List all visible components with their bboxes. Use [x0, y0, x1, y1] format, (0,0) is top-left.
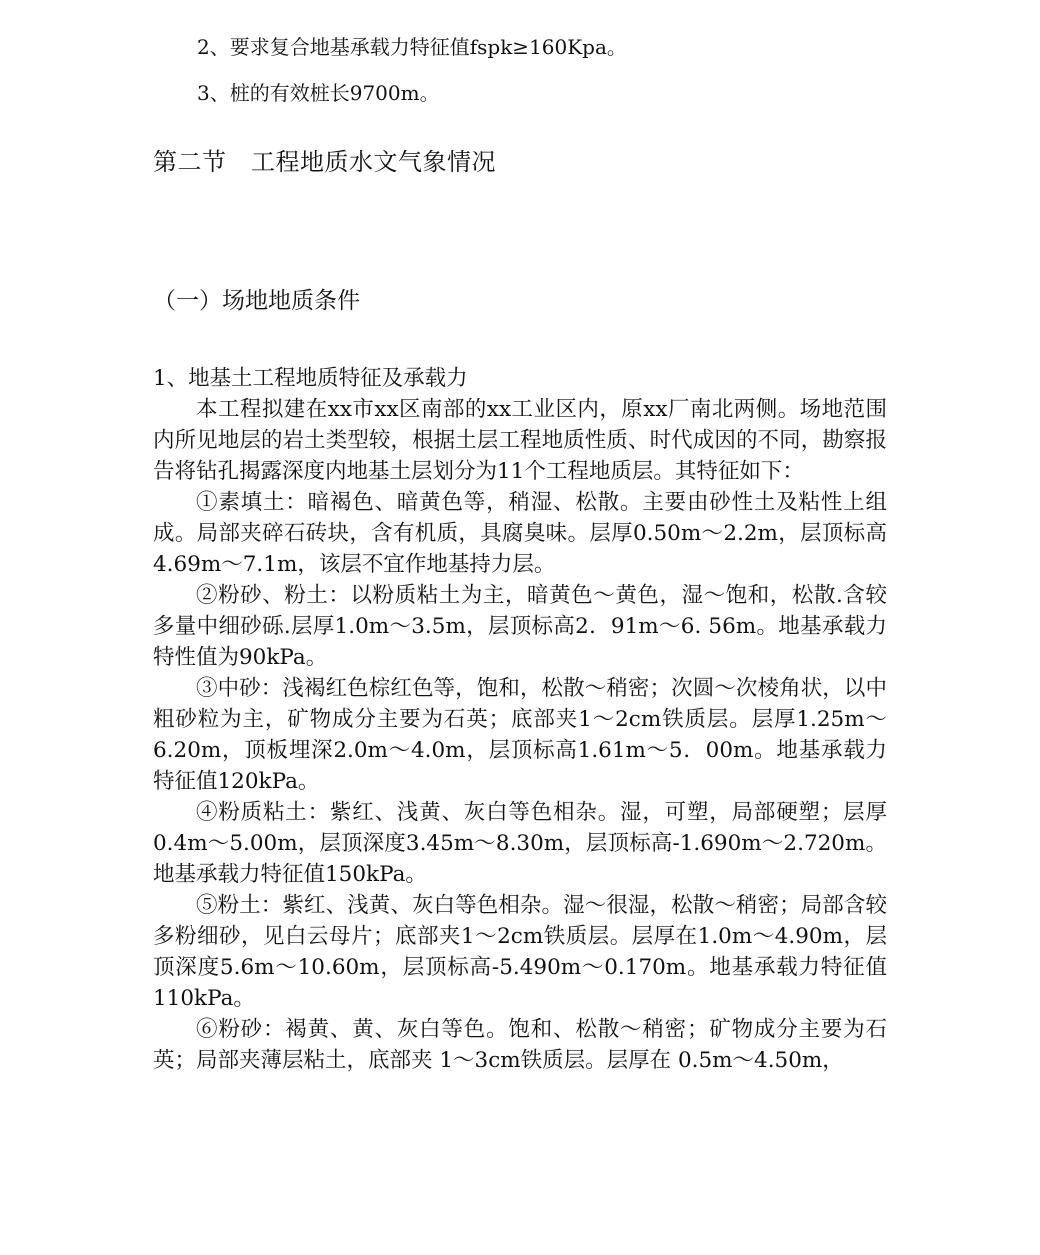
requirement-item-2: 2、要求复合地基承载力特征值fspk≥160Kpa。	[197, 35, 627, 59]
paragraph-layer-6: ⑥粉砂：褐黄、黄、灰白等色。饱和、松散～稍密；矿物成分主要为石英；局部夹薄层粘土，底部夹 1～3cm铁质层。层厚在 0.5m～4.50m，	[153, 1017, 887, 1073]
requirement-item-3: 3、桩的有效桩长9700m。	[197, 81, 440, 105]
section-title: 第二节 工程地质水文气象情况	[153, 148, 496, 176]
paragraph-layer-1: ①素填土：暗褐色、暗黄色等，稍湿、松散。主要由砂性土及粘性上组成。局部夹碎石砖块，含有机质，具腐臭味。层厚0.50m～2.2m，层顶标高4.69m～7.1m，该层不宜作地基持力层。	[153, 490, 887, 577]
item-heading: 1、地基土工程地质特征及承载力	[153, 366, 468, 391]
paragraph-layer-2: ②粉砂、粉土：以粉质粘土为主，暗黄色～黄色，湿～饱和，松散.含较多量中细砂砾.层厚1.0m～3.5m，层顶标高2．91m～6. 56m。地基承载力特性值为90kPa。	[153, 583, 887, 670]
paragraph-intro: 本工程拟建在xx市xx区南部的xx工业区内，原xx厂南北两侧。场地范围内所见地层的岩土类型较，根据土层工程地质性质、时代成因的不同，勘察报告将钻孔揭露深度内地基土层划分为11个工程地质层。其特征如下：	[153, 397, 887, 484]
paragraph-layer-5: ⑤粉土：紫红、浅黄、灰白等色相杂。湿～很湿，松散～稍密；局部含较多粉细砂，见白云母片；底部夹1～2cm铁质层。层厚在1.0m～4.90m，层顶深度5.6m～10.60m，层顶标高-5.490m～0.170m。地基承载力特征值110kPa。	[153, 893, 887, 1011]
paragraph-layer-4: ④粉质粘土：紫红、浅黄、灰白等色相杂。湿，可塑，局部硬塑；层厚0.4m～5.00m，层顶深度3.45m～8.30m，层顶标高-1.690m～2.720m。地基承载力特征值150kPa。	[153, 800, 887, 887]
subsection-title: （一）场地地质条件	[153, 288, 360, 314]
paragraph-layer-3: ③中砂：浅褐红色棕红色等，饱和，松散～稍密；次圆～次棱角状，以中粗砂粒为主，矿物成分主要为石英；底部夹1～2cm铁质层。层厚1.25m～6.20m，顶板埋深2.0m～4.0m，层顶标高1.61m～5．00m。地基承载力特征值120kPa。	[153, 676, 887, 794]
document-body	[153, 363, 887, 1076]
